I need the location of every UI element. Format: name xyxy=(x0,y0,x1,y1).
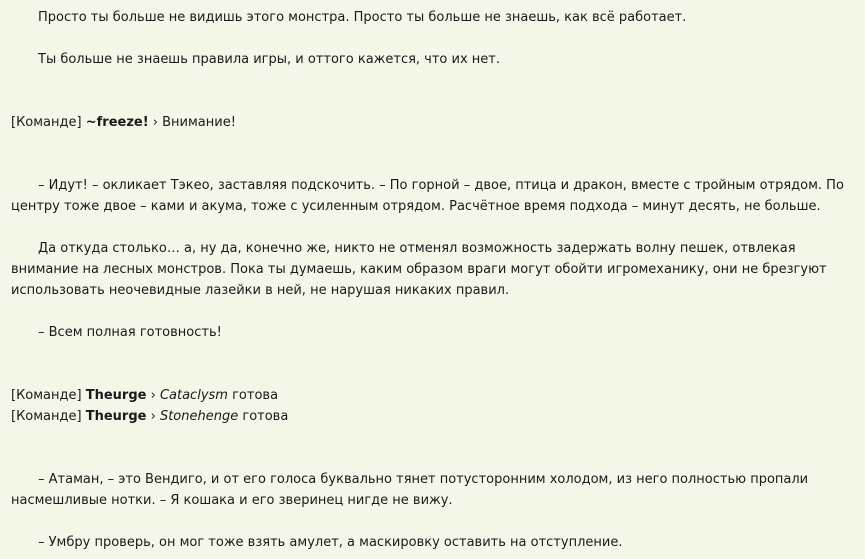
chat-text: Внимание! xyxy=(162,115,236,130)
chat-message xyxy=(11,112,859,133)
paragraph xyxy=(11,469,849,511)
chat-channel: [Команде] xyxy=(11,115,82,130)
chat-separator: › xyxy=(152,115,158,130)
chat-sender: Theurge xyxy=(85,409,147,424)
paragraph-text: – Всем полная готовность! xyxy=(38,325,222,340)
chat-message xyxy=(11,385,859,406)
paragraph xyxy=(11,7,859,28)
paragraph-text: – Идут! – окликает Тэкео, заставляя подскочить. – По горной – двое, птица и дракон, вместе с тройным отрядом. По центру тоже двое – ками и акума, тоже с усиленным отрядом. Расчётное время подхода – минут десять, не больше. xyxy=(11,178,844,214)
paragraph-text: Ты больше не знаешь правила игры, и оттого кажется, что их нет. xyxy=(38,52,500,67)
paragraph-text: – Умбру проверь, он мог тоже взять амулет, а маскировку оставить на отступление. xyxy=(38,535,623,550)
paragraph xyxy=(11,175,849,217)
paragraph xyxy=(11,238,849,301)
paragraph-text: Да откуда столько… а, ну да, конечно же, никто не отменял возможность задержать волну пешек, отвлекая внимание на лесных монстров. Пока ты думаешь, каким образом враги могут обойти игромеханику, они не брезгуют использовать неочевидные лазейки в ней, не нарушая никаких правил. xyxy=(11,241,827,298)
chat-item-name: Stonehenge xyxy=(159,409,239,424)
chat-item-name: Cataclysm xyxy=(159,388,228,403)
paragraph-text: Просто ты больше не видишь этого монстра. Просто ты больше не знаешь, как всё работает. xyxy=(38,10,687,25)
paragraph-text: – Атаман, – это Вендиго, и от его голоса буквально тянет потусторонним холодом, из него полностью пропали насмешливые нотки. – Я кошака и его зверинец нигде не вижу. xyxy=(11,472,809,508)
paragraph xyxy=(11,532,859,553)
chat-channel: [Команде] xyxy=(11,388,82,403)
paragraph xyxy=(11,49,859,70)
paragraph xyxy=(11,322,859,343)
chat-separator: › xyxy=(150,388,156,403)
chat-channel: [Команде] xyxy=(11,409,82,424)
chat-sender: Theurge xyxy=(85,388,147,403)
chat-text: готова xyxy=(242,409,289,424)
chat-separator: › xyxy=(150,409,156,424)
chat-text: готова xyxy=(232,388,279,403)
chat-sender: ~freeze! xyxy=(85,115,149,130)
chat-message xyxy=(11,406,859,427)
